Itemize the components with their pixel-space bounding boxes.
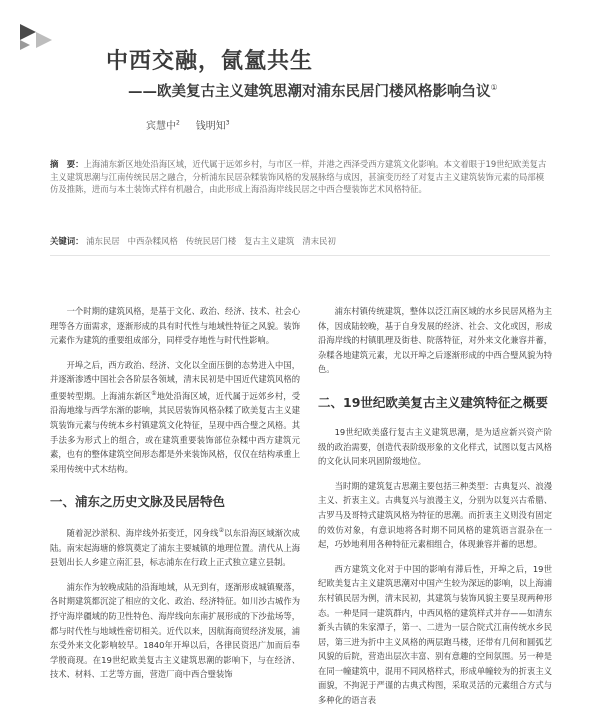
- footnote-mark: ②: [218, 527, 225, 535]
- paragraph: 西方建筑文化对于中国的影响有滞后性，开埠之后，19世纪欧美复古主义建筑思潮对中国产生较为深远的影响，以上海浦东村镇民居为例，清末民初，其建筑与装饰风貌主要呈现两种形态。一种是同一建筑群内，中西风格的建筑样式并存——如清东新头古镇的朱家潭子，第一、二进为一层合院式江南传统水乡民居，第三进为折中主义风格的两层跑马楼，还带有几何和圆弧艺风貌的后院，营造出层次丰富、别有意趣的空间氛围。另一种是在同一幢建筑中，混用不同风格样式，形成单幢较为的折衷主义面貌，不拘泥于严谨的古典式构图，采取灵活的元素组合方式与多种化的语言表: [318, 563, 552, 706]
- paragraph: 19世纪欧美盛行复古主义建筑思潮，是为适应新兴资产阶级的政治需要，创造代表阶级形象的文化样式，试图以复古风格的文化认同来巩固阶级地位。: [318, 426, 552, 467]
- divider: [50, 255, 550, 256]
- paragraph: 当时期的建筑复古思潮主要包括三种类型：古典复兴、浪漫主义、折衷主义。古典复兴与浪漫主义，分别为以复兴古希腊、古罗马及哥特式建筑风格为特征的思潮。而折衷主义则没有固定的效仿对象，有意识地将各时期不同风格的建筑语言混杂在一起，巧妙地利用各种特征元素相组合，体现兼容并蓄的思想。: [318, 480, 552, 550]
- keywords: [50, 235, 550, 247]
- keyword: 复古主义建筑: [244, 236, 295, 246]
- keyword: 中西杂糅风格: [127, 236, 178, 246]
- section-heading: 一、浦东之历史文脉及民居特色: [50, 494, 226, 510]
- paragraph: [50, 358, 300, 477]
- author-name: 钱明知: [195, 121, 226, 132]
- author-name: 宾慧中: [146, 121, 176, 132]
- paragraph-text: 开埠之后，西方政治、经济、文化以全面压倒的态势进入中国，并逐渐渗透中国社会各阶层各领域，清末民初是中国近代建筑风格的重要转型期。上海浦东新区: [50, 359, 300, 401]
- footnote-mark: ①: [151, 389, 157, 397]
- right-column: [318, 304, 552, 718]
- corner-decoration-icon: [0, 14, 60, 64]
- author-footnote-mark: 2: [176, 119, 180, 127]
- keyword: 清末民初: [302, 236, 336, 246]
- subtitle-text: ——欧美复古主义建筑思潮对浦东民居门楼风格影响刍议: [128, 84, 491, 100]
- section-heading: 二、19世纪欧美复古主义建筑特征之概要: [318, 394, 548, 410]
- abstract-label: 摘 要：: [50, 159, 84, 169]
- paragraph-text: 地处沿海区域，近代属于远郊乡村，受沿海地缘与西学东渐的影响，其民居装饰风格杂糅了欧美复古主义建筑装饰元素与传统本乡村镇建筑文化特征，呈现中西合璧之风格。其手法多为形式上的组合，或在建筑重要装饰部位杂糅中西方建筑元素，也有的整体建筑空间形态都是外来装饰风格，仅仅在结构承重上采用传统中式木结构。: [50, 390, 300, 474]
- keywords-label: 关键词：: [50, 236, 84, 246]
- paragraph-text: 以东沿海区域渐次成陆。南宋起海塘的修筑奠定了浦东主要城镇的地理位置。清代从上海县划出长人乡建立南汇县，标志浦东在行政上正式独立建立县制。: [50, 528, 300, 568]
- keyword: 浦东民居: [86, 236, 120, 246]
- abstract-text: 上海浦东新区地处沿海区域，近代属于远郊乡村，与市区一样，并港之西泽受西方建筑文化影响。本文着眼于19世纪欧美复古主义建筑思潮与江南传统民居之融合，分析浦东民居杂糅装饰风格的发展脉络与成因，甚演变历经了对复古主义建筑装饰元素的局部模仿及推陈，进而与本土装饰式样有机融合，由此形成上海沿海岸线民居之中西合璧装饰艺术风格特征。: [50, 159, 547, 195]
- paragraph: 一个时期的建筑风格，是基于文化、政治、经济、技术、社会心理等各方面需求，逐渐形成的具有时代性与地域性特征之风貌。装饰元素作为建筑的重要组成部分，同样受存地性与时代性影响。: [50, 306, 300, 346]
- author-line: [146, 117, 230, 132]
- left-column: [50, 304, 300, 692]
- article-title: 中西交融，氤氳共生: [106, 49, 314, 74]
- article-subtitle: [128, 80, 498, 101]
- keyword: 传统民居门楼: [185, 236, 237, 246]
- subtitle-footnote-mark: ①: [490, 83, 498, 93]
- paragraph: [50, 524, 300, 570]
- paragraph: 浦东村镇传统建筑，整体以泛江南区域的水乡民居风格为主体，因成陆较晚，基于自身发展的经济、社会、文化或因，形成沿海岸线的村镇肌理及街巷、院落特征，对外来文化兼容并蓄，杂糅各地建筑元素，尤以开埠之后逐渐形成的中西合璧风貌为特色。: [318, 306, 552, 375]
- abstract: [50, 158, 550, 196]
- paragraph-text: 随着泥沙淤积、海岸线外拓变迁，冈身线: [66, 528, 219, 539]
- paragraph: 浦东作为较晚成陆的沿海地域，从无到有，逐渐形成城镇聚落，各时期建筑都沉淀了相应的文化、政治、经济特征。如川沙古城作为抒守海岸疆域的防卫性特色、海岸线向东南扩展形成的下沙盐场等，都与时代性与地域性密切相关。近代以来，因航海商贸经济发展，浦东受外来文化影响较早。1840年开埠以后，各律民资迅广加而后奉学殷商现。在19世纪欧美复古主义建筑思潮的影响下，与在经济、技术、材料、工艺等方面，营造厂商中西合璧装饰: [50, 581, 300, 680]
- author-footnote-mark: 3: [225, 119, 230, 127]
